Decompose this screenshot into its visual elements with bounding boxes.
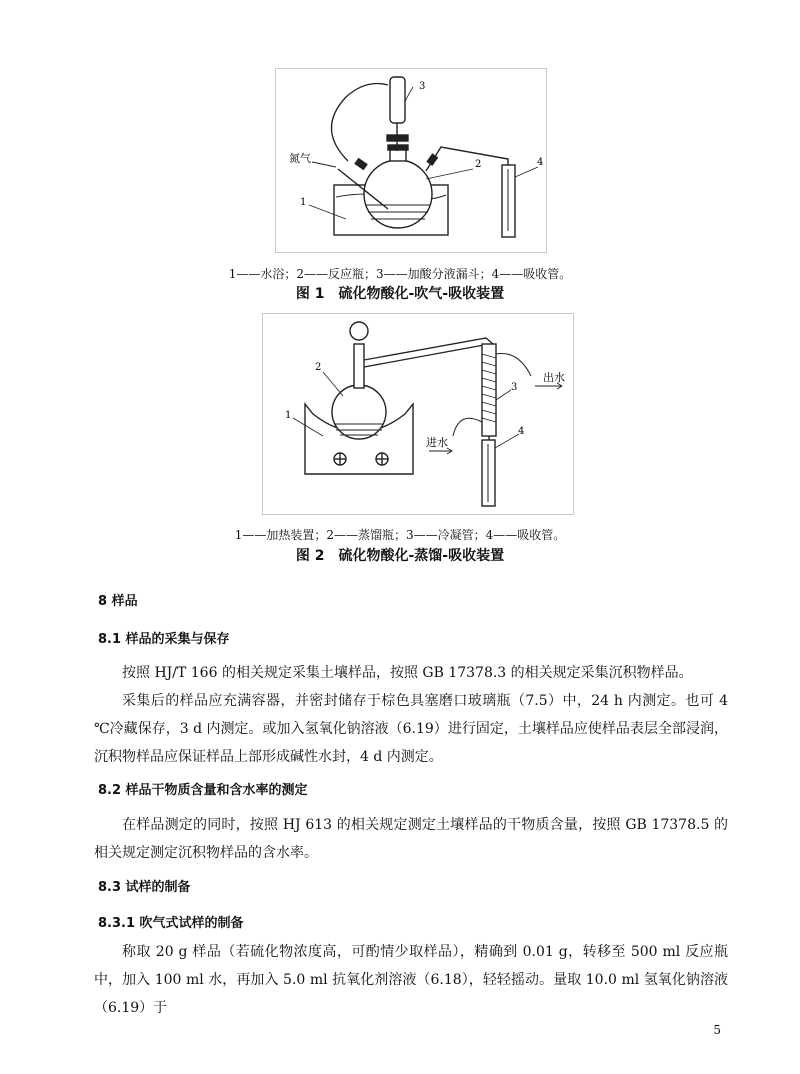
section-8-heading: 8 样品 [98, 594, 138, 609]
paragraph-8-3-1: 称取 20 g 样品（若硫化物浓度高，可酌情少取样品），精确到 0.01 g，转移至 500 ml 反应瓶中，加入 100 ml 水，再加入 5.0 ml 抗氧化剂溶液（6.18），轻轻摇动。量取 10.0 ml 氢氧化钠溶液（6.19）于 [94, 944, 728, 1016]
paragraph-8-1-b: 采集后的样品应充满容器，并密封储存于棕色具塞磨口玻璃瓶（7.5）中，24 h 内测定。也可 4 ℃冷藏保存，3 d 内测定。或加入氢氧化钠溶液（6.19）进行固定，土壤样品应使样品表层全部浸润，沉积物样品应保证样品上部形成碱性水封，4 d 内测定。 [94, 693, 728, 765]
fig2-label-4: 4 [518, 426, 525, 437]
section-8-2-heading: 8.2 样品干物质含量和含水率的测定 [98, 783, 308, 798]
fig1-label-3: 3 [419, 81, 426, 92]
figure-1 [275, 68, 547, 253]
fig1-label-nitrogen: 氮气 [289, 152, 311, 165]
figure-2 [262, 313, 574, 515]
figure-2-legend: 1——加热装置；2——蒸馏瓶；3——冷凝管；4——吸收管。 [234, 528, 566, 542]
page-number: 5 [713, 1023, 721, 1037]
fig2-label-1: 1 [285, 410, 292, 421]
figure-2-title: 图 2 硫化物酸化-蒸馏-吸收装置 [295, 548, 505, 564]
figure-1-drawing [276, 69, 546, 252]
fig2-label-3: 3 [511, 382, 518, 393]
figure-1-title: 图 1 硫化物酸化-吹气-吸收装置 [295, 286, 505, 302]
fig2-label-water-in: 进水 [426, 436, 448, 449]
fig1-label-4: 4 [537, 157, 544, 168]
fig1-label-2: 2 [475, 159, 482, 170]
section-8-3-1-heading: 8.3.1 吹气式试样的制备 [98, 916, 244, 931]
figure-2-drawing [263, 314, 573, 514]
fig2-label-water-out: 出水 [543, 371, 565, 384]
paragraph-8-2: 在样品测定的同时，按照 HJ 613 的相关规定测定土壤样品的干物质含量，按照 GB 17378.5 的相关规定测定沉积物样品的含水率。 [94, 817, 728, 861]
section-8-1-heading: 8.1 样品的采集与保存 [98, 632, 230, 647]
section-8-3-heading: 8.3 试样的制备 [98, 880, 191, 895]
paragraph-8-1-a: 按照 HJ/T 166 的相关规定采集土壤样品，按照 GB 17378.3 的相关规定采集沉积物样品。 [122, 665, 693, 681]
fig1-label-1: 1 [300, 197, 307, 208]
figure-1-legend: 1——水浴；2——反应瓶；3——加酸分液漏斗；4——吸收管。 [228, 267, 572, 281]
fig2-label-2: 2 [315, 362, 322, 373]
